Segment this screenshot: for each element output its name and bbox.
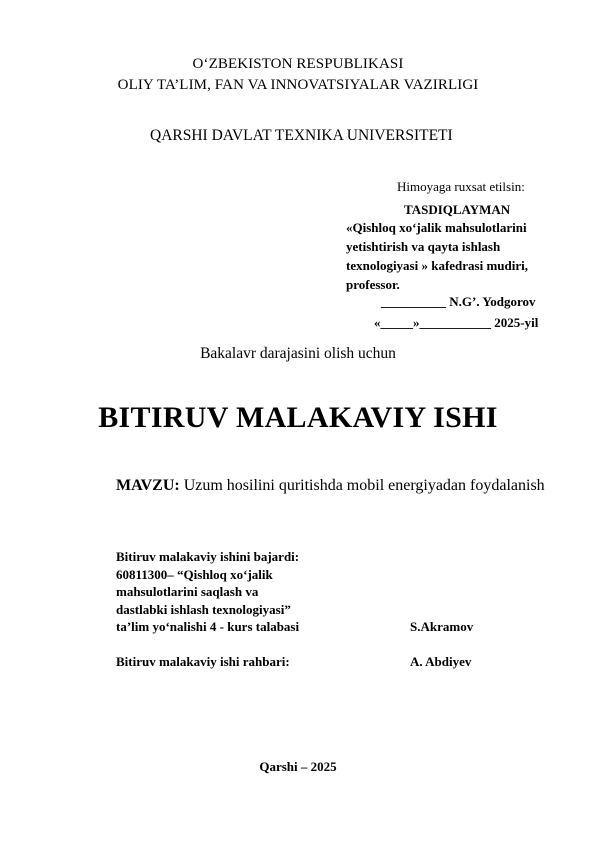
signature-line: __________ N.G’. Yodgorov — [381, 294, 536, 309]
supervisor-name: A. Abdiyev — [410, 654, 472, 669]
performer-line: mahsulotlarini saqlash va — [116, 584, 259, 599]
performer-name: S.Akramov — [410, 619, 474, 634]
degree-text: Bakalavr darajasini olish uchun — [200, 345, 396, 362]
performer-line: ta’lim yo‘nalishi 4 - kurs talabasi — [116, 619, 300, 634]
department-line: «Qishloq xo‘jalik mahsulotlarini — [346, 220, 527, 235]
university-name: QARSHI DAVLAT TEXNIKA UNIVERSITETI — [150, 127, 453, 144]
approve-label: TASDIQLAYMAN — [404, 202, 511, 217]
topic-line — [116, 477, 545, 495]
performer-line: Bitiruv malakaviy ishini bajardi: — [116, 549, 300, 564]
department-block — [346, 218, 528, 294]
ministry-line-1: O‘ZBEKISTON RESPUBLIKASI — [192, 56, 404, 72]
topic-label: MAVZU: — [116, 477, 180, 494]
performer-line: dastlabki ishlash texnologiyasi” — [116, 601, 291, 617]
footer-city-year: Qarshi – 2025 — [259, 759, 337, 774]
permission-text: Himoyaga ruxsat etilsin: — [397, 179, 525, 194]
topic-text: Uzum hosilini quritishda mobil energiyadan foydalanish — [179, 477, 545, 494]
supervisor-label: Bitiruv malakaviy ishi rahbari: — [116, 654, 290, 669]
performer-line: 60811300– “Qishloq xo‘jalik — [116, 566, 273, 582]
performer-block — [116, 548, 299, 636]
department-line: professor. — [346, 277, 400, 292]
work-title: BITIRUV MALAKAVIY ISHI — [98, 401, 498, 434]
department-line: yetishtirish va qayta ishlash — [346, 239, 501, 254]
ministry-line-2: OLIY TA’LIM, FAN VA INNOVATSIYALAR VAZIRLIGI — [117, 77, 479, 93]
department-line: texnologiyasi » kafedrasi mudiri, — [346, 258, 529, 273]
date-line: «_____»___________ 2025-yil — [374, 315, 539, 330]
